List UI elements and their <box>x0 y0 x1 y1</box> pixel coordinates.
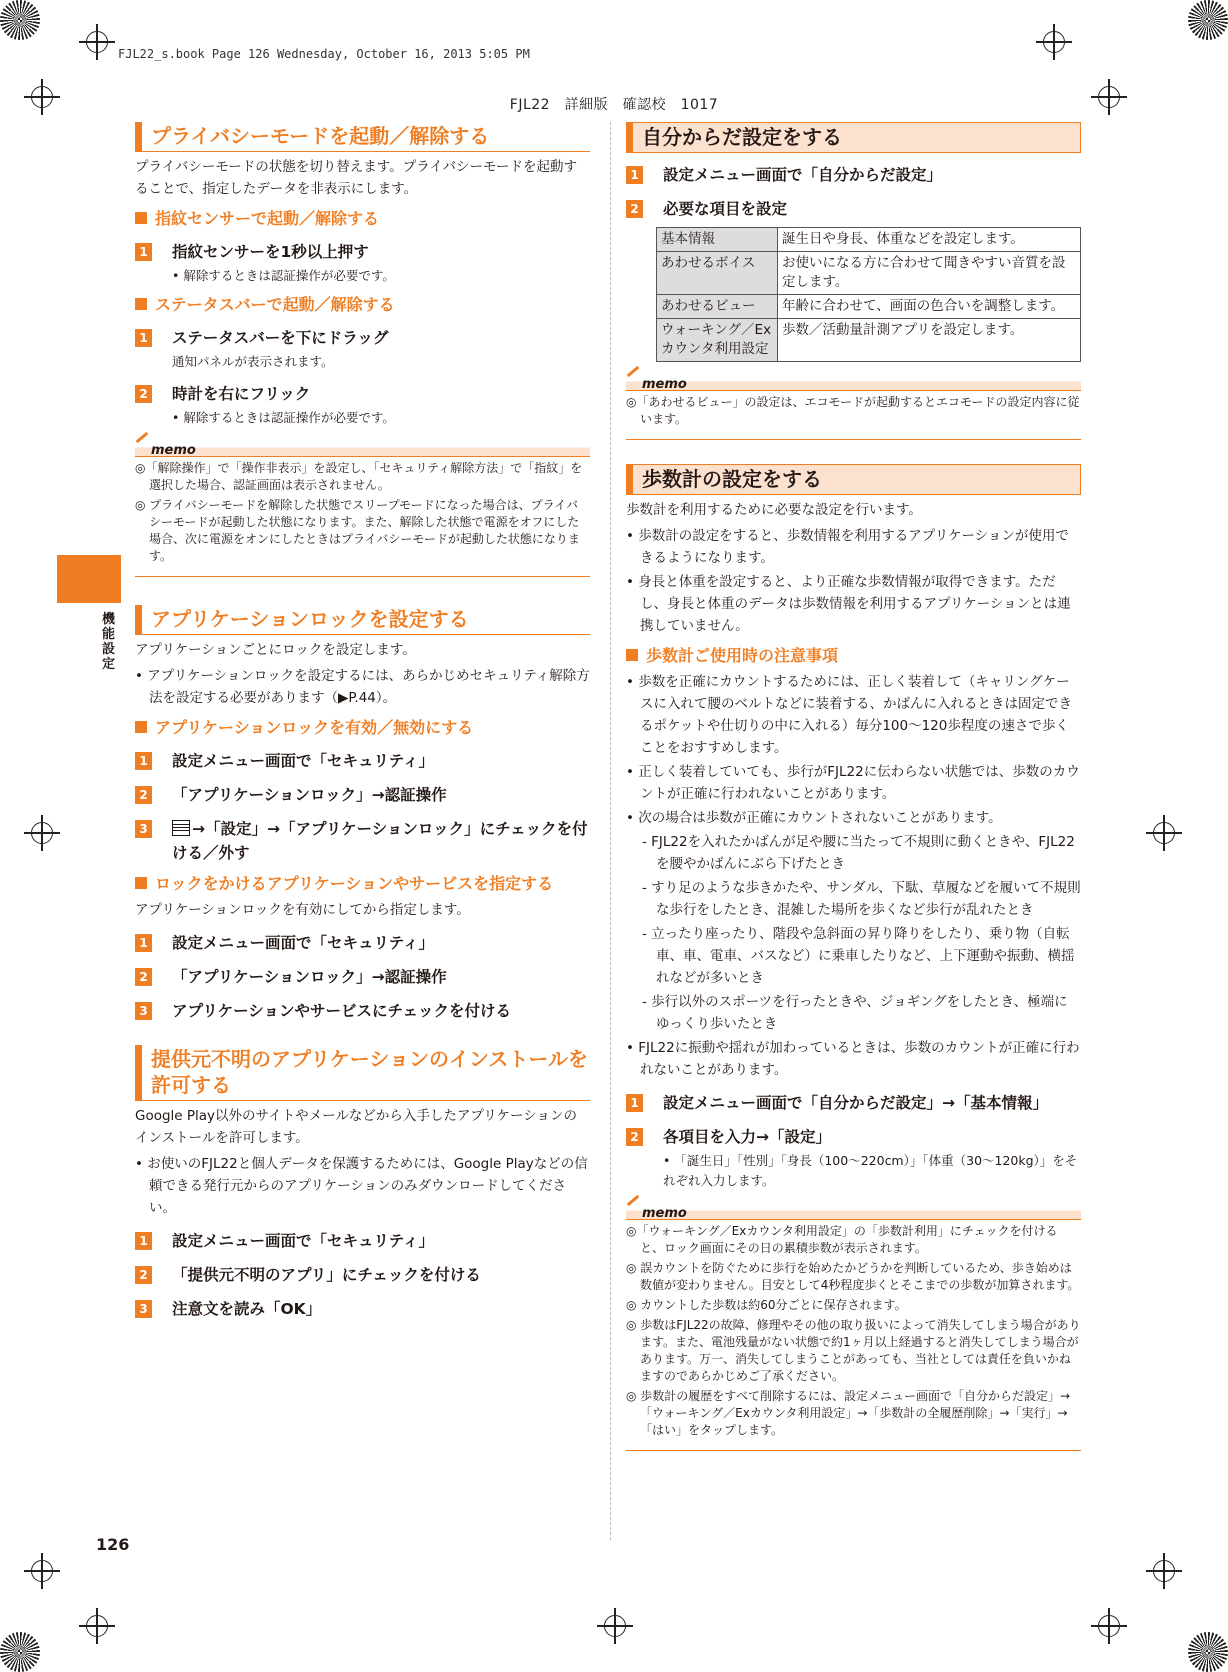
step-number: 2 <box>135 786 152 804</box>
left-column <box>135 122 590 1323</box>
registration-mark <box>1153 822 1175 844</box>
step: 1 設定メニュー画面で「自分からだ設定」 <box>626 163 1081 187</box>
memo-item: ◎「ウォーキング／Exカウンタ利用設定」の「歩数計利用」にチェックを付けると、ロック画面にその日の累積歩数が表示されます。 <box>626 1224 1058 1255</box>
step-number: 3 <box>135 820 152 838</box>
subsection-applock-toggle: アプリケーションロックを有効／無効にする <box>135 717 590 739</box>
bullet-item: • アプリケーションロックを設定するには、あらかじめセキュリティ解除方法を設定する必要があります（▶P.44）。 <box>135 668 590 706</box>
step-note: • 解除するときは認証操作が必要です。 <box>172 410 395 425</box>
table-row: ウォーキング／Exカウンタ利用設定 歩数／活動量計測アプリを設定します。 <box>657 319 1081 362</box>
bullet-item: • FJL22に振動や揺れが加わっているときは、歩数のカウントが正確に行われないことがあります。 <box>626 1040 1080 1078</box>
chapter-label: 機能設定 <box>102 612 116 672</box>
table-row: 基本情報 誕生日や身長、体重などを設定します。 <box>657 228 1081 252</box>
step-number: 1 <box>135 1232 152 1250</box>
memo-item: ◎ プライバシーモードを解除した状態でスリープモードになった場合は、プライバシーモードが起動した状態になります。また、解除した状態で電源をオフにした場合、次に電源をオンにしたときはプライバシーモードが起動した状態になります。 <box>135 498 580 563</box>
memo-item: ◎「解除操作」で「操作非表示」を設定し、「セキュリティ解除方法」で「指紋」を選択した場合、認証画面は表示されません。 <box>135 461 583 492</box>
book-file-line: FJL22_s.book Page 126 Wednesday, October 16, 2013 5:05 PM <box>118 47 530 61</box>
applock-intro: アプリケーションごとにロックを設定します。 <box>135 642 416 658</box>
registration-mark <box>604 1615 626 1637</box>
square-icon <box>626 649 638 661</box>
step-number: 1 <box>626 166 643 184</box>
bullet-item: • 身長と体重を設定すると、より正確な歩数情報が取得できます。ただし、身長と体重のデータは歩数情報を利用するアプリケーションとは連携していません。 <box>626 574 1071 634</box>
step: 3 注意文を読み「OK」 <box>135 1297 590 1321</box>
applock-target-intro: アプリケーションロックを有効にしてから指定します。 <box>135 902 470 918</box>
subsection-applock-target: ロックをかけるアプリケーションやサービスを指定する <box>135 873 590 895</box>
square-icon <box>135 298 147 310</box>
bullet-item: • お使いのFJL22と個人データを保護するためには、Google Playなどの信頼できる発行元からのアプリケーションのみダウンロードしてください。 <box>135 1156 588 1216</box>
menu-key-icon <box>172 820 190 836</box>
registration-mark <box>31 822 53 844</box>
settings-table <box>656 227 1081 362</box>
pedometer-intro: 歩数計を利用するために必要な設定を行います。 <box>626 502 922 518</box>
step-note: 通知パネルが表示されます。 <box>172 354 334 369</box>
memo-label: memo <box>642 377 687 392</box>
registration-mark <box>1043 31 1065 53</box>
doc-stamp: FJL22 詳細版 確認校 1017 <box>509 97 719 113</box>
privacy-intro: プライバシーモードの状態を切り替えます。プライバシーモードを起動することで、指定したデータを非表示にします。 <box>135 159 577 197</box>
step-note: • 「誕生日」「性別」「身長（100〜220cm）」「体重（30〜120kg）」をそれぞれ入力します。 <box>663 1153 1078 1188</box>
pencil-icon <box>627 366 640 377</box>
step-number: 1 <box>135 243 152 261</box>
step: 1 設定メニュー画面で「セキュリティ」 <box>135 749 590 773</box>
memo-label: memo <box>151 443 196 458</box>
step-number: 2 <box>135 385 152 403</box>
chapter-tab <box>57 555 121 603</box>
registration-mark <box>31 1560 53 1582</box>
step: 1 設定メニュー画面で「セキュリティ」 <box>135 931 590 955</box>
memo-item: ◎ 歩数計の履歴をすべて削除するには、設定メニュー画面で「自分からだ設定」→「ウォーキング／Exカウンタ利用設定」→「歩数計の全履歴削除」→「実行」→「はい」をタップします。 <box>626 1389 1071 1437</box>
step: 1 指紋センサーを1秒以上押す <box>135 240 590 264</box>
bullet-item: • 正しく装着していても、歩行がFJL22に伝わらない状態では、歩数のカウントが正確に行われないことがあります。 <box>626 764 1080 802</box>
step-number: 3 <box>135 1300 152 1318</box>
registration-mark <box>1098 1615 1120 1637</box>
starburst-mark <box>1188 0 1228 40</box>
step-number: 2 <box>135 968 152 986</box>
memo-label: memo <box>642 1206 687 1221</box>
memo-item: ◎ 歩数はFJL22の故障、修理やその他の取り扱いによって消失してしまう場合があります。また、電池残量がない状態で約1ヶ月以上経過すると消失してしまう場合があります。万一、消失してしまうことがあっても、当社としては責任を負いかねますのであらかじめご了承ください。 <box>626 1318 1081 1383</box>
bullet-item: • 歩数を正確にカウントするためには、正しく装着して（キャリングケースに入れて腰のベルトなどに装着する、かばんに入れるときは固定できるポケットや仕切りの中に入れる）毎分100〜120歩程度の速さで歩くことをおすすめします。 <box>626 674 1072 756</box>
step: 2 各項目を入力→「設定」 <box>626 1125 1081 1149</box>
dash-item: - 歩行以外のスポーツを行ったときや、ジョギングをしたとき、極端にゆっくり歩いたとき <box>642 994 1068 1032</box>
step: 2 「アプリケーションロック」→認証操作 <box>135 965 590 989</box>
step: 3 →「設定」→「アプリケーションロック」にチェックを付ける／外す <box>135 817 590 865</box>
bullet-item: • 次の場合は歩数が正確にカウントされないことがあります。 <box>626 810 1002 826</box>
step: 1 ステータスバーを下にドラッグ <box>135 326 590 350</box>
section-title-applock: アプリケーションロックを設定する <box>135 605 590 635</box>
step: 1 設定メニュー画面で「自分からだ設定」→「基本情報」 <box>626 1091 1081 1115</box>
starburst-mark <box>1188 1632 1228 1672</box>
table-row: あわせるビュー 年齢に合わせて、画面の色合いを調整します。 <box>657 295 1081 319</box>
square-icon <box>135 877 147 889</box>
pencil-icon <box>627 1195 640 1206</box>
step: 3 アプリケーションやサービスにチェックを付ける <box>135 999 590 1023</box>
step: 2 時計を右にフリック <box>135 382 590 406</box>
square-icon <box>135 212 147 224</box>
section-title-privacy: プライバシーモードを起動／解除する <box>135 122 590 152</box>
memo-box <box>626 376 1081 440</box>
dash-item: - すり足のような歩きかたや、サンダル、下駄、草履などを履いて不規則な歩行をしたとき、混雑した場所を歩くなど歩行が乱れたとき <box>642 880 1081 918</box>
page-number: 126 <box>96 1535 130 1554</box>
section-title-pedometer: 歩数計の設定をする <box>626 464 1081 495</box>
step-number: 1 <box>135 752 152 770</box>
subsection-statusbar: ステータスバーで起動／解除する <box>135 294 590 316</box>
memo-box <box>135 442 590 577</box>
step-number: 2 <box>626 200 643 218</box>
step-number: 2 <box>626 1128 643 1146</box>
step-number: 3 <box>135 1002 152 1020</box>
subsection-fingerprint: 指紋センサーで起動／解除する <box>135 208 590 230</box>
square-icon <box>135 721 147 733</box>
pencil-icon <box>136 432 149 443</box>
section-title-body-settings: 自分からだ設定をする <box>626 122 1081 153</box>
step: 2 「アプリケーションロック」→認証操作 <box>135 783 590 807</box>
step: 1 設定メニュー画面で「セキュリティ」 <box>135 1229 590 1253</box>
starburst-mark <box>0 0 40 40</box>
subsection-pedometer-cautions: 歩数計ご使用時の注意事項 <box>626 645 1081 667</box>
memo-item: ◎ 誤カウントを防ぐために歩行を始めたかどうかを判断しているため、歩き始めは数値が変わりません。目安として4秒程度歩くとそこまでの歩数が加算されます。 <box>626 1261 1080 1292</box>
step: 2 必要な項目を設定 <box>626 197 1081 221</box>
registration-mark <box>86 1615 108 1637</box>
step-note: • 解除するときは認証操作が必要です。 <box>172 268 395 283</box>
section-title-unknown-sources: 提供元不明のアプリケーションのインストールを許可する <box>135 1045 590 1101</box>
bullet-item: • 歩数計の設定をすると、歩数情報を利用するアプリケーションが使用できるようになります。 <box>626 528 1069 566</box>
memo-item: ◎ カウントした歩数は約60分ごとに保存されます。 <box>626 1298 907 1312</box>
step-number: 1 <box>135 934 152 952</box>
registration-mark <box>86 31 108 53</box>
registration-mark <box>1153 1560 1175 1582</box>
table-row: あわせるボイス お使いになる方に合わせて聞きやすい音質を設定します。 <box>657 252 1081 295</box>
right-column <box>626 122 1081 1461</box>
memo-item: ◎「あわせるビュー」の設定は、エコモードが起動するとエコモードの設定内容に従います。 <box>626 395 1080 426</box>
step-number: 1 <box>135 329 152 347</box>
memo-box <box>626 1205 1081 1451</box>
step-number: 2 <box>135 1266 152 1284</box>
column-divider <box>610 122 611 1540</box>
unknown-intro: Google Play以外のサイトやメールなどから入手したアプリケーションのインストールを許可します。 <box>135 1108 577 1146</box>
step: 2 「提供元不明のアプリ」にチェックを付ける <box>135 1263 590 1287</box>
dash-item: - FJL22を入れたかばんが足や腰に当たって不規則に動くときや、FJL22を腰やかばんにぶら下げたとき <box>642 834 1075 872</box>
dash-item: - 立ったり座ったり、階段や急斜面の昇り降りをしたり、乗り物（自転車、車、電車、バスなど）に乗車したりなど、上下運動や振動、横揺れなどが多いとき <box>642 926 1075 986</box>
starburst-mark <box>0 1632 40 1672</box>
step-number: 1 <box>626 1094 643 1112</box>
